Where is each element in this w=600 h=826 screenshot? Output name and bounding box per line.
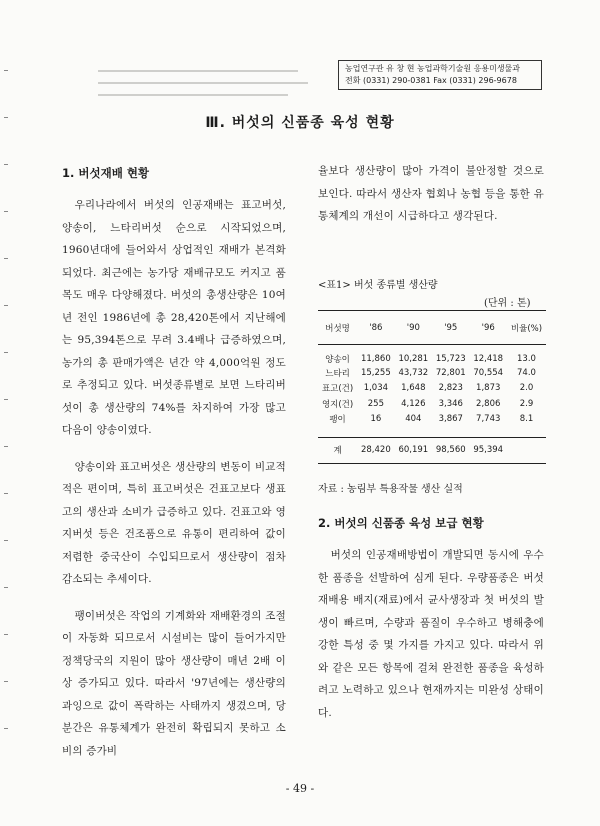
table-cell: 영지(건): [321, 399, 354, 410]
table-cell: 2,823: [438, 383, 463, 394]
table-cell: 1,648: [401, 383, 426, 394]
paragraph: 버섯의 인공재배방법이 개발되면 동시에 우수한 품종을 선발하여 심게 된다. 우량품종은 버섯재배용 배지(재료)에서 균사생장과 첫 버섯의 발생이 빠르며, 수량과 품질이 우수하고 병해충에 강한 특성 중 몇 가지를 가지고 있다. 따라서 위와 같은 모든 항목에 걸쳐 완전한 품종을 육성하려고 노력하고 있으나 현재까지는 미완성 상태이다.: [318, 549, 544, 719]
table-cell: 72,801: [435, 367, 466, 378]
table-cell: 1,873: [476, 383, 501, 394]
section-1-body: [62, 194, 286, 762]
table-cell: 98,560: [435, 445, 466, 455]
table-header: 비율(%): [510, 323, 543, 334]
table-row: [318, 365, 546, 381]
section-2-heading: 2. 버섯의 신품종 육성 보급 현황: [318, 516, 484, 530]
table-cell: 255: [367, 398, 384, 409]
table-total-row: [318, 437, 546, 463]
table-cell: 70,554: [473, 367, 504, 378]
page-title: Ⅲ. 버섯의 신품종 육성 현황: [205, 115, 395, 131]
table-cell: [507, 437, 546, 463]
table-cell: 404: [405, 414, 422, 425]
paragraph: 양송이와 표고버섯은 생산량의 변동이 비교적 적은 편이며, 특히 표고버섯은 건표고보다 생표고의 생산과 소비가 급증하고 있다. 건표고와 영지버섯 등은 건조품으로 유통이 편리하여 값이 저렴한 중국산이 수입되므로서 생산량이 점차 감소되는 추세이다.: [62, 460, 286, 585]
table-header: 버섯명: [325, 323, 350, 334]
table-cell: 10,281: [398, 354, 429, 364]
bleed-through-line: [98, 82, 308, 84]
table-spacer-row: [318, 427, 546, 437]
table-cell: 16: [370, 414, 382, 425]
table-cell: 15,255: [360, 367, 391, 378]
table-cell: 8.1: [519, 414, 534, 425]
table-cell: 양송이: [325, 355, 350, 365]
paragraph: 우리나라에서 버섯의 인공재배는 표고버섯, 양송이, 느타리버섯 순으로 시작되었으며, 1960년대에 들어와서 상업적인 재배가 본격화되었다. 최근에는 농가당 재배규모도 커지고 품목도 매우 다양해졌다. 버섯의 총생산량은 10여년 전인 1986년에 총 28,420톤에서 지난해에는 95,394톤으로 무려 3.4배나 급증하였으며, 농가의 총 판매가액은 년간 약 4,000억원 정도로 추정되고 있다. 버섯종류별로 보면 느타리버섯이 총 생산량의 74%를 차지하여 가장 많고 다음이 양송이였다.: [62, 199, 286, 436]
author-info-box: [338, 60, 542, 90]
table-cell: 11,860: [360, 354, 391, 364]
binding-marks: [4, 70, 10, 770]
table-cell: 13.0: [517, 354, 536, 364]
table-cell: 60,191: [398, 445, 429, 455]
table-cell: 4,126: [401, 398, 426, 409]
section-2-body: [318, 544, 544, 724]
table-header-row: [318, 311, 546, 345]
table-header: '95: [444, 322, 458, 333]
table-cell: 표고(건): [321, 384, 354, 395]
table-unit: (단위 : 톤): [484, 298, 531, 309]
table-cell: 느타리: [325, 368, 350, 379]
section-1-continuation: [318, 160, 544, 228]
table-cell: 1,034: [363, 383, 389, 394]
table-cell: 3,867: [438, 414, 463, 425]
table-cell: 2.0: [519, 383, 534, 394]
table-cell: 3,346: [438, 398, 463, 409]
table-row: [318, 381, 546, 397]
bleed-through-line: [98, 70, 298, 72]
author-line-1: 농업연구관 유 창 현 농업과학기술원 응용미생물과: [345, 64, 521, 73]
table-row: [318, 412, 546, 428]
page-number: - 49 -: [285, 782, 315, 795]
table-cell: 74.0: [517, 367, 536, 378]
author-line-2: 전화 (0331) 290-0381 Fax (0331) 296-9678: [345, 76, 517, 85]
table-row: [318, 396, 546, 412]
table-cell: 2.9: [519, 398, 534, 409]
table-header: '96: [481, 322, 495, 333]
paragraph: 팽이버섯은 작업의 기계화와 재배환경의 조절이 자동화 되므로서 시설비는 많이 들어가지만 정책당국의 지원이 많아 생산량이 매년 2배 이상 증가되고 있다. 따라서 '97년에는 생산량의 과잉으로 값이 폭락하는 사태까지 생겼으며, 당분간은 유통체계가 완전히 확립되지 못하고 소비의 증가비: [62, 609, 286, 757]
table-cell: 계: [333, 446, 342, 456]
table-cell: 28,420: [360, 445, 391, 455]
table-header: '90: [406, 322, 420, 333]
table-source: 자료 : 농림부 특용작물 생산 실적: [318, 484, 463, 495]
table-cell: 15,723: [435, 354, 466, 364]
table-header: '86: [369, 322, 383, 333]
table-cell: 팽이: [329, 415, 346, 426]
table-cell: 43,732: [398, 367, 429, 378]
paragraph: 율보다 생산량이 많아 가격이 불안정할 것으로 보인다. 따라서 생산자 협회나 농협 등을 통한 유통체계의 개선이 시급하다고 생각된다.: [318, 165, 544, 222]
table-cell: 2,806: [476, 398, 501, 409]
table-cell: 95,394: [473, 445, 504, 455]
production-table: [318, 310, 546, 464]
table-caption: <표1> 버섯 종류별 생산량: [318, 280, 438, 291]
table-row: [318, 345, 546, 366]
bleed-through-line: [98, 94, 288, 96]
table-cell: 7,743: [476, 414, 501, 425]
section-1-heading: 1. 버섯재배 현황: [62, 166, 150, 180]
table-cell: 12,418: [473, 354, 504, 364]
